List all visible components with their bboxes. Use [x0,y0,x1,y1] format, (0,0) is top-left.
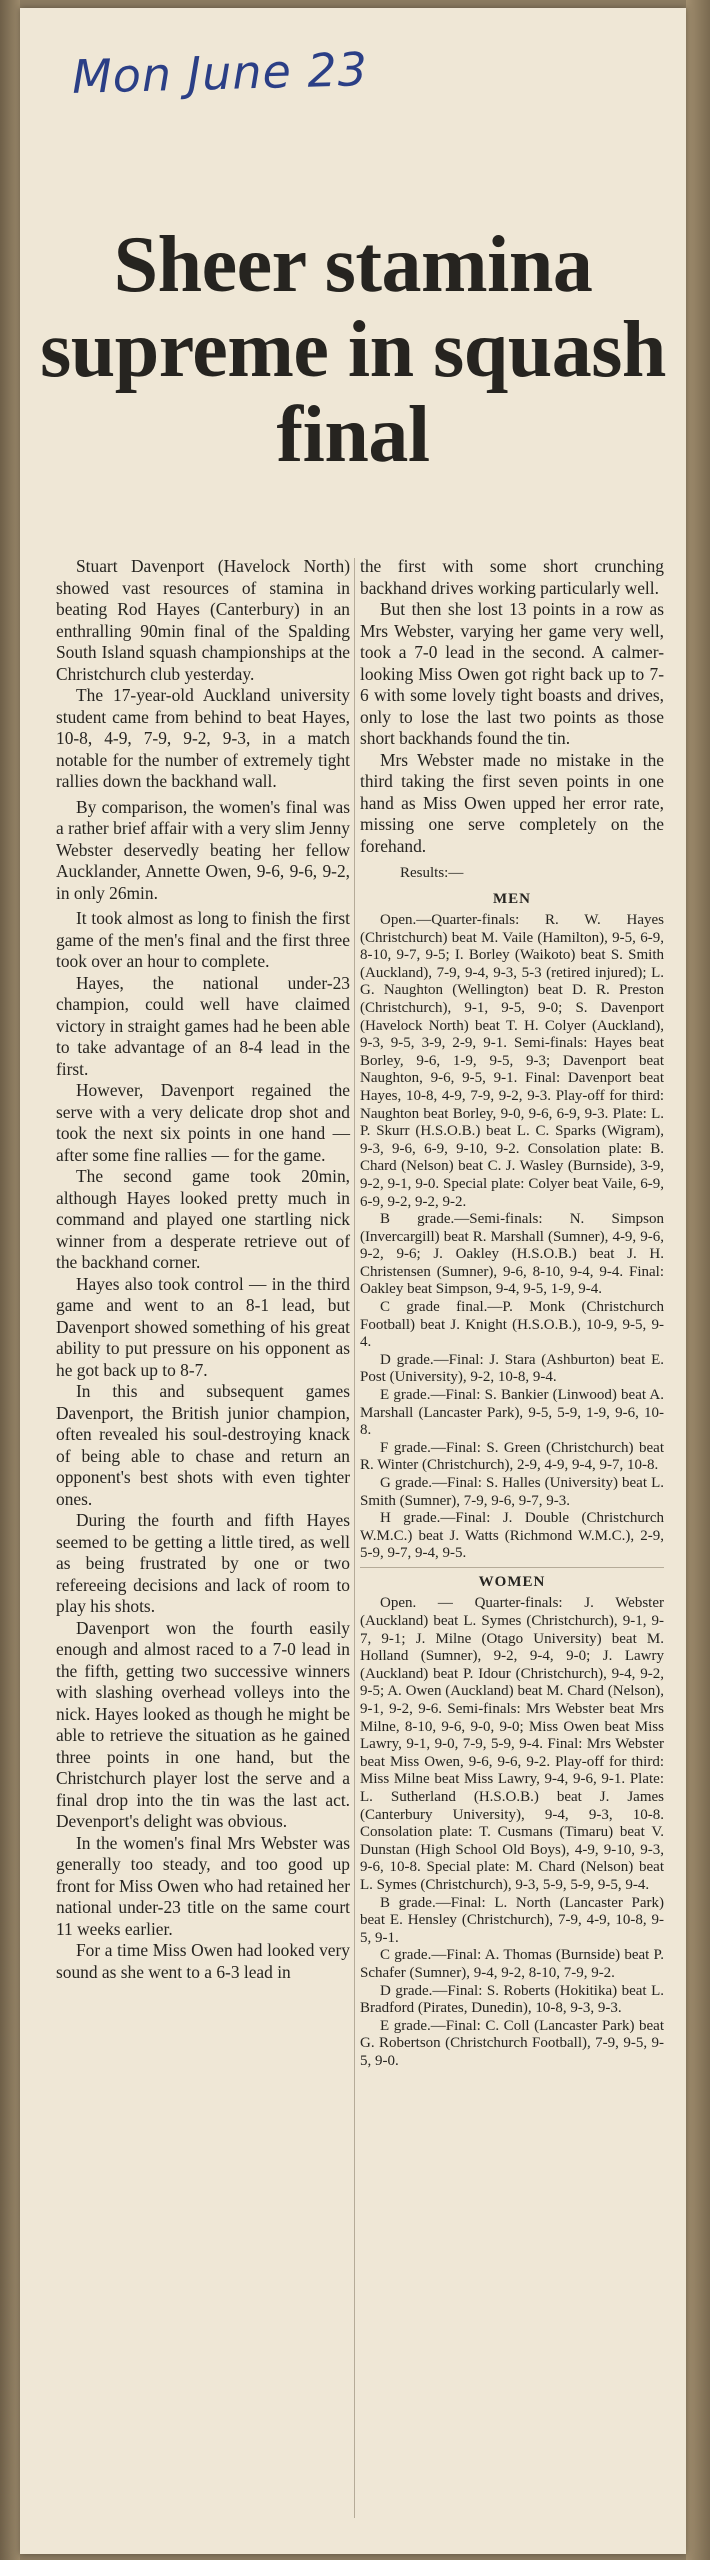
result-entry: B grade.—Semi-finals: N. Simpson (Invercargill) beat R. Marshall (Sumner), 4-9, 9-6, 9-2, 9-6; J. Oakley (H.S.O.B.) beat J. H. Christensen (Sumner), 9-6, 8-10, 9-4, 9-4. Final: Oakley beat Simpson, 9-4, 9-5, 1-9, 9-4. [360,1211,664,1298]
result-entry: D grade.—Final: S. Roberts (Hokitika) beat L. Bradford (Pirates, Dunedin), 10-8, 9-3, 9-3. [360,1982,664,2017]
article-paragraph: Mrs Webster made no mistake in the third taking the first seven points in one hand as Miss Owen upped her error rate, missing one serve completely on the forehand. [360,749,664,856]
article-paragraph: It took almost as long to finish the first game of the men's final and the first three took over an hour to complete. [56,908,350,971]
result-entry: E grade.—Final: C. Coll (Lancaster Park) beat G. Robertson (Christchurch Football), 7-9, 9-5, 9-5, 9-0. [360,2017,664,2069]
background-right [686,0,710,2560]
result-entry: D grade.—Final: J. Stara (Ashburton) beat E. Post (University), 9-2, 10-8, 9-4. [360,1351,664,1386]
article-paragraph: Hayes also took control — in the third game and went to an 8-1 lead, but Davenport showed something of his great ability to put pressure on his opponent as he got back up to 8-7. [56,1273,350,1380]
section-rule [360,1567,664,1568]
men-heading: MEN [493,890,531,907]
result-entry: Open.—Quarter-finals: R. W. Hayes (Christchurch) beat M. Vaile (Hamilton), 9-5, 6-9, 8-10, 9-7, 9-5; I. Borley (Waikoto) beat S. Smith (Auckland), 7-9, 9-4, 9-3, 5-3 (retired injured); L. G. Naughton (Wellington) beat D. R. Preston (Christchurch), 9-1, 9-5, 9-0; S. Davenport (Havelock North) beat T. H. Colyer (Auckland), 9-3, 9-5, 3-9, 2-9, 9-1. Semi-finals: Hayes beat Borley, 9-6, 1-9, 9-5, 9-3; Davenport beat Naughton, 9-6, 9-5, 9-1. Final: Davenport beat Hayes, 10-8, 4-9, 7-9, 9-2, 9-3. Play-off for third: Naughton beat Borley, 9-0, 9-6, 6-9, 9-3. Plate: L. P. Skurr (H.S.O.B.) beat L. C. Sparks (Wigram), 9-3, 9-6, 6-9, 9-10, 9-2. Consolation plate: B. Chard (Nelson) beat C. J. Wasley (Burnside), 3-9, 9-2, 9-1, 9-0. Special plate: Colyer beat Vaile, 6-9, 6-9, 9-2, 9-2, 9-2. [360,912,664,1210]
article-paragraph: By comparison, the women's final was a rather brief affair with a very slim Jenny Webster deservedly beating her fellow Aucklander, Annette Owen, 9-6, 9-6, 9-2, in only 26min. [56,796,350,903]
result-entry: Open. — Quarter-finals: J. Webster (Auckland) beat L. Symes (Christchurch), 9-1, 9-7, 9-1; J. Milne (Otago University) beat M. Holland (Sumner), 9-2, 9-4, 9-0; J. Lawry (Auckland) beat P. Idour (Christchurch), 9-4, 9-2, 9-5; A. Owen (Auckland) beat M. Chard (Nelson), 9-1, 9-2, 9-6. Semi-finals: Mrs Webster beat Mrs Milne, 8-10, 9-6, 9-0, 9-0; Miss Owen beat Miss Lawry, 9-1, 9-0, 7-9, 5-9, 9-4. Final: Mrs Webster beat Miss Owen, 9-6, 9-6, 9-2. Play-off for third: Miss Milne beat Miss Lawry, 9-4, 9-6, 9-1. Plate: L. Sutherland (H.S.O.B.) beat J. James (Canterbury University), 9-4, 9-3, 10-8. Consolation plate: T. Cusmans (Timaru) beat V. Dunstan (High School Old Boys), 4-9, 9-10, 9-3, 9-6, 10-8. Special plate: M. Chard (Nelson) beat L. Symes (Christchurch), 9-3, 5-9, 5-9, 9-5, 9-4. [360,1595,664,1893]
article-paragraph: In this and subsequent games Davenport, the British junior champion, often revealed his soul-destroying knack of being able to chase and return an opponent's best shots with even tighter ones. [56,1381,350,1509]
article-paragraph: In the women's final Mrs Webster was generally too steady, and too good up front for Miss Owen who had retained her national under-23 title on the same court 11 weeks earlier. [56,1832,350,1939]
result-entry: C grade.—Final: A. Thomas (Burnside) beat P. Schafer (Sumner), 9-4, 9-2, 8-10, 7-9, 9-2. [360,1947,664,1981]
handwritten-date-note: Mon June 23 [71,42,369,104]
result-entry: E grade.—Final: S. Bankier (Linwood) beat A. Marshall (Lancaster Park), 9-5, 5-9, 1-9, 9-6, 10-8. [360,1387,664,1439]
left-column [56,556,350,1983]
article-paragraph: Stuart Davenport (Havelock North) showed vast resources of stamina in beating Rod Hayes (Canterbury) in an enthralling 90min final of the Spalding South Island squash championships at the Christchurch club yesterday. [56,556,350,684]
background-left [0,0,20,2560]
article-paragraph: the first with some short crunching backhand drives working particularly well. [360,556,664,598]
article-paragraph: During the fourth and fifth Hayes seemed to be getting a little tired, as well as being frustrated by one or two refereeing decisions and lack of room to play his shots. [56,1510,350,1616]
article-paragraph: But then she lost 13 points in a row as Mrs Webster, varying her game very well, took a 7-0 lead in the second. A calmer-looking Miss Owen got right back up to 7-6 with some lovely tight boasts and drives, only to lose the last two points as those short backhands found the tin. [360,599,664,748]
result-entry: B grade.—Final: L. North (Lancaster Park) beat E. Hensley (Christchurch), 7-9, 4-9, 10-8, 9-5, 9-1. [360,1894,664,1946]
women-heading: WOMEN [478,1573,546,1590]
newspaper-clipping [20,8,686,2554]
results-label: Results:— [400,865,464,881]
right-column [360,556,664,2071]
headline: Sheer stamina supreme in squash final [40,221,666,479]
result-entry: H grade.—Final: J. Double (Christchurch W.M.C.) beat J. Watts (Richmond W.M.C.), 2-9, 5-9, 9-7, 9-4, 9-5. [360,1510,664,1562]
article-paragraph: The 17-year-old Auckland university student came from behind to beat Hayes, 10-8, 4-9, 7-9, 9-2, 9-3, in a match notable for the number of extremely tight rallies down the backhand wall. [56,685,350,791]
result-entry: G grade.—Final: S. Halles (University) beat L. Smith (Sumner), 7-9, 9-6, 9-7, 9-3. [360,1475,664,1509]
result-entry: C grade final.—P. Monk (Christchurch Football) beat J. Knight (H.S.O.B.), 10-9, 9-5, 9-4. [360,1299,664,1351]
result-entry: F grade.—Final: S. Green (Christchurch) beat R. Winter (Christchurch), 2-9, 4-9, 9-4, 9-7, 10-8. [360,1439,664,1474]
article-paragraph: However, Davenport regained the serve with a very delicate drop shot and took the next six points in one hand — after some fine rallies — for the game. [56,1080,350,1165]
article-paragraph: Davenport won the fourth easily enough and almost raced to a 7-0 lead in the fifth, getting two successive winners with slashing overhead volleys into the nick. Hayes looked as though he might be able to retrieve the situation as he gained three points in one hand, but the Christchurch player lost the serve and a final drop into the tin was the last act. Devenport's delight was obvious. [56,1617,350,1831]
article-paragraph: For a time Miss Owen had looked very sound as she went to a 6-3 lead in [56,1940,350,1982]
article-paragraph: The second game took 20min, although Hayes looked pretty much in command and played one startling nick winner from a desperate retrieve out of the backhand corner. [56,1166,350,1272]
column-divider [354,558,355,2518]
article-paragraph: Hayes, the national under-23 champion, could well have claimed victory in straight games had he been able to take advantage of an 8-4 lead in the first. [56,972,350,1079]
